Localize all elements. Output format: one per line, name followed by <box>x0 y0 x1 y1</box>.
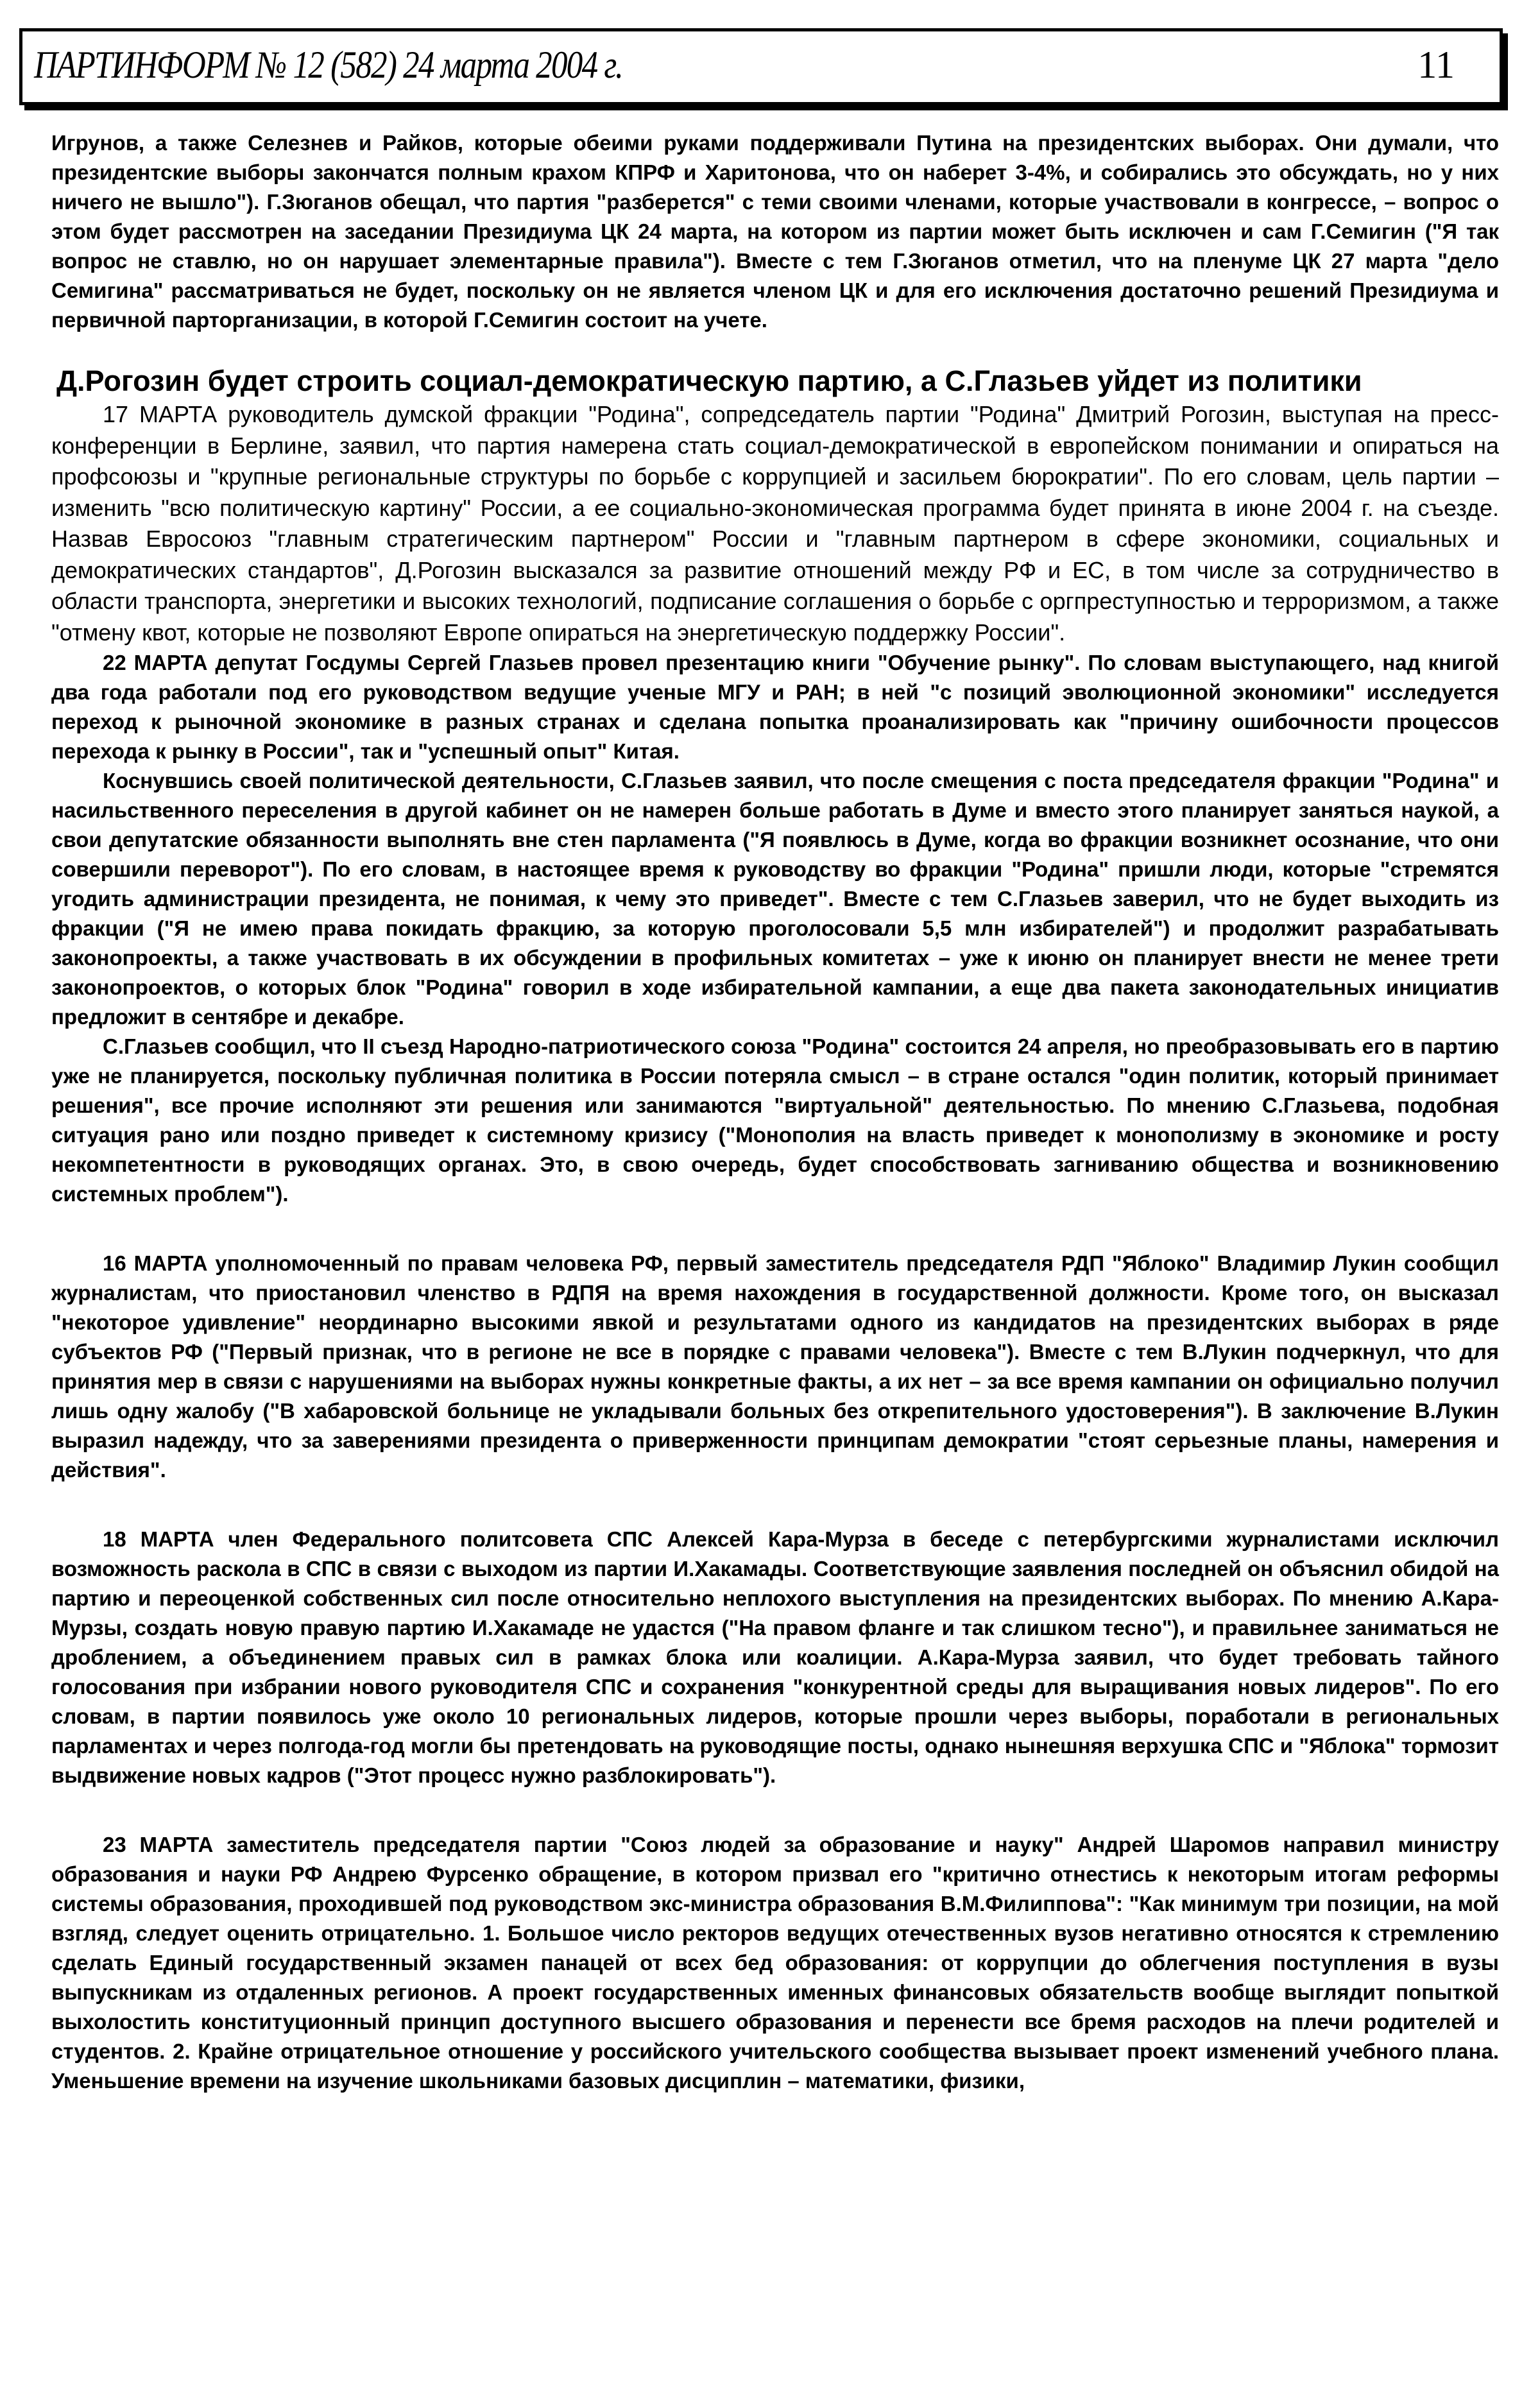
paragraph: 18 МАРТА член Федерального политсовета СПС Алексей Кара-Мурза в беседе с петербургскими журналистами исключил возможность раскола в СПС в связи с выходом из партии И.Хакамады. Соответствующие заявления последней он объяснил обидой на партию и переоценкой собственных сил после относительно неплохого выступления на президентских выборах. По мнению А.Кара-Мурзы, создать новую правую партию И.Хакамаде не удастся ("На правом фланге и так слишком тесно"), и правильнее заниматься не дроблением, а объединением правых сил в рамках блока или коалиции. А.Кара-Мурза заявил, что будет требовать тайного голосования при избрании нового руководителя СПС и сохранения "конкурентной среды для выращивания новых лидеров". По его словам, в партии появилось уже около 10 региональных лидеров, которые прошли через выборы, поработали в региональных парламентах и через полгода-год могли бы претендовать на руководящие посты, однако нынешняя верхушка СПС и "Яблока" тормозит выдвижение новых кадров ("Этот процесс нужно разблокировать"). <box>51 1527 1499 1787</box>
paragraph: 23 МАРТА заместитель председателя партии "Союз людей за образование и науку" Андрей Шаромов направил министру образования и науки РФ Андрею Фурсенко обращение, в котором призвал его "критично отнестись к некоторым итогам реформы системы образования, проходившей под руководством экс-министра образования В.М.Филиппова": "Как минимум три позиции, на мой взгляд, следует оценить отрицательно. 1. Большое число ректоров ведущих отечественных вузов негативно относятся к стремлению сделать Единый государственный экзамен панацей от всех бед образования: от коррупции до облегчения поступления в вузы выпускникам из отдаленных регионов. А проект государственных именных финансовых обязательств вообще выглядит попыткой выхолостить конституционный принцип доступного высшего образования и перенести все бремя расходов на плечи родителей и студентов. 2. Крайне отрицательное отношение у российского учительского сообщества вызывает проект изменений учебного плана. Уменьшение времени на изучение школьниками базовых дисциплин – математики, физики, <box>51 1833 1499 2093</box>
paragraph: 22 МАРТА депутат Госдумы Сергей Глазьев провел презентацию книги "Обучение рынку". По словам выступающего, над книгой два года работали под его руководством ведущие ученые МГУ и РАН; в ней "с позиций эволюционной экономики" исследуется переход к рыночной экономике в разных странах и сделана попытка проанализировать как "причину ошибочности процессов перехода к рынку в России", так и "успешный опыт" Китая. <box>51 651 1499 763</box>
paragraph: 17 МАРТА руководитель думской фракции "Родина", сопредседатель партии "Родина" Дмитрий Рогозин, выступая на пресс-конференции в Берлине, заявил, что партия намерена стать социал-демократической в европейском понимании и опираться на профсоюзы и "крупные региональные структуры по борьбе с коррупцией и засильем бюрократии". По его словам, цель партии – изменить "всю политическую картину" России, а ее социально-экономическая программа будет принята в июне 2004 г. на съезде. Назвав Евросоюз "главным стратегическим партнером" России и "главным партнером в сфере экономики, социальных и демократических стандартов", Д.Рогозин высказался за развитие отношений между РФ и ЕС, в том числе за сотрудничество в области транспорта, энергетики и высоких технологий, подписание соглашения о борьбе с оргпреступностью и терроризмом, а также "отмену квот, которые не позволяют Европе опираться на энергетическую поддержку России". <box>51 401 1499 646</box>
paragraph: 16 МАРТА уполномоченный по правам человека РФ, первый заместитель председателя РДП "Яблоко" Владимир Лукин сообщил журналистам, что приостановил членство в РДПЯ на время нахождения в государственной должности. Кроме того, он высказал "некоторое удивление" неординарно высокими явкой и результатами одного из кандидатов на президентских выборах в ряде субъектов РФ ("Первый признак, что в регионе не все в порядке с правами человека"). Вместе с тем В.Лукин подчеркнул, что для принятия мер в связи с нарушениями на выборах нужны конкретные факты, а их нет – за все время кампании он официально получил лишь одну жалобу ("В хабаровской больнице не укладывали больных без открепительного удостоверения"). В заключение В.Лукин выразил надежду, что за заверениями президента о приверженности принципам демократии "стоят серьезные планы, намерения и действия". <box>51 1251 1499 1482</box>
page-number: 11 <box>1417 44 1455 86</box>
section-heading: Д.Рогозин будет строить социал-демократическую партию, а С.Глазьев уйдет из политики <box>56 364 1362 397</box>
paragraph: Игрунов, а также Селезнев и Райков, которые обеими руками поддерживали Путина на президентских выборах. Они думали, что президентские выборы закончатся полным крахом КПРФ и Харитонова, что он наберет 3-4%, и собирались это обсуждать, но у них ничего не вышло"). Г.Зюганов обещал, что партия "разберется" с теми своими членами, которые участвовали в конгрессе, – вопрос о этом будет рассмотрен на заседании Президиума ЦК 24 марта, на котором из партии может быть исключен и сам Г.Семигин ("Я так вопрос не ставлю, но он нарушает элементарные правила"). Вместе с тем Г.Зюганов отметил, что на пленуме ЦК 27 марта "дело Семигина" рассматриваться не будет, поскольку он не является членом ЦК и для его исключения достаточно решений Президиума и первичной парторганизации, в которой Г.Семигин состоит на учете. <box>51 131 1499 332</box>
page-header <box>19 28 1503 105</box>
article-body <box>51 128 1499 2096</box>
paragraph: С.Глазьев сообщил, что II съезд Народно-патриотического союза "Родина" состоится 24 апреля, но преобразовывать его в партию уже не планируется, поскольку публичная политика в России потеряла смысл – в стране остался "один политик, который принимает решения", все прочие исполняют эти решения или занимаются "виртуальной" деятельностью. По мнению С.Глазьева, подобная ситуация рано или поздно приведет к системному кризису ("Монополия на власть приведет к монополизму в экономике и росту некомпетентности в руководящих органах. Это, в свою очередь, будет способствовать загниванию общества и возникновению системных проблем"). <box>51 1034 1499 1206</box>
paragraph: Коснувшись своей политической деятельности, С.Глазьев заявил, что после смещения с поста председателя фракции "Родина" и насильственного переселения в другой кабинет он не намерен больше работать в Думе и вместо этого планирует заняться наукой, а свои депутатские обязанности выполнять вне стен парламента ("Я появлюсь в Думе, когда во фракции возникнет осознание, что они совершили переворот"). По его словам, в настоящее время к руководству во фракции "Родина" пришли люди, которые "стремятся угодить администрации президента, не понимая, к чему это приведет". Вместе с тем С.Глазьев заверил, что не будет выходить из фракции ("Я не имею права покидать фракцию, за которую проголосовали 5,5 млн избирателей") и продолжит разрабатывать законопроекты, а также участвовать в их обсуждении в профильных комитетах – уже к июню он планирует внести не менее трети законопроектов, о которых блок "Родина" говорил в ходе избирательной кампании, а еще два пакета законодательных инициатив предложит в сентябре и декабре. <box>51 769 1499 1029</box>
publication-title: ПАРТИНФОРМ № 12 (582) 24 марта 2004 г. <box>34 44 623 86</box>
